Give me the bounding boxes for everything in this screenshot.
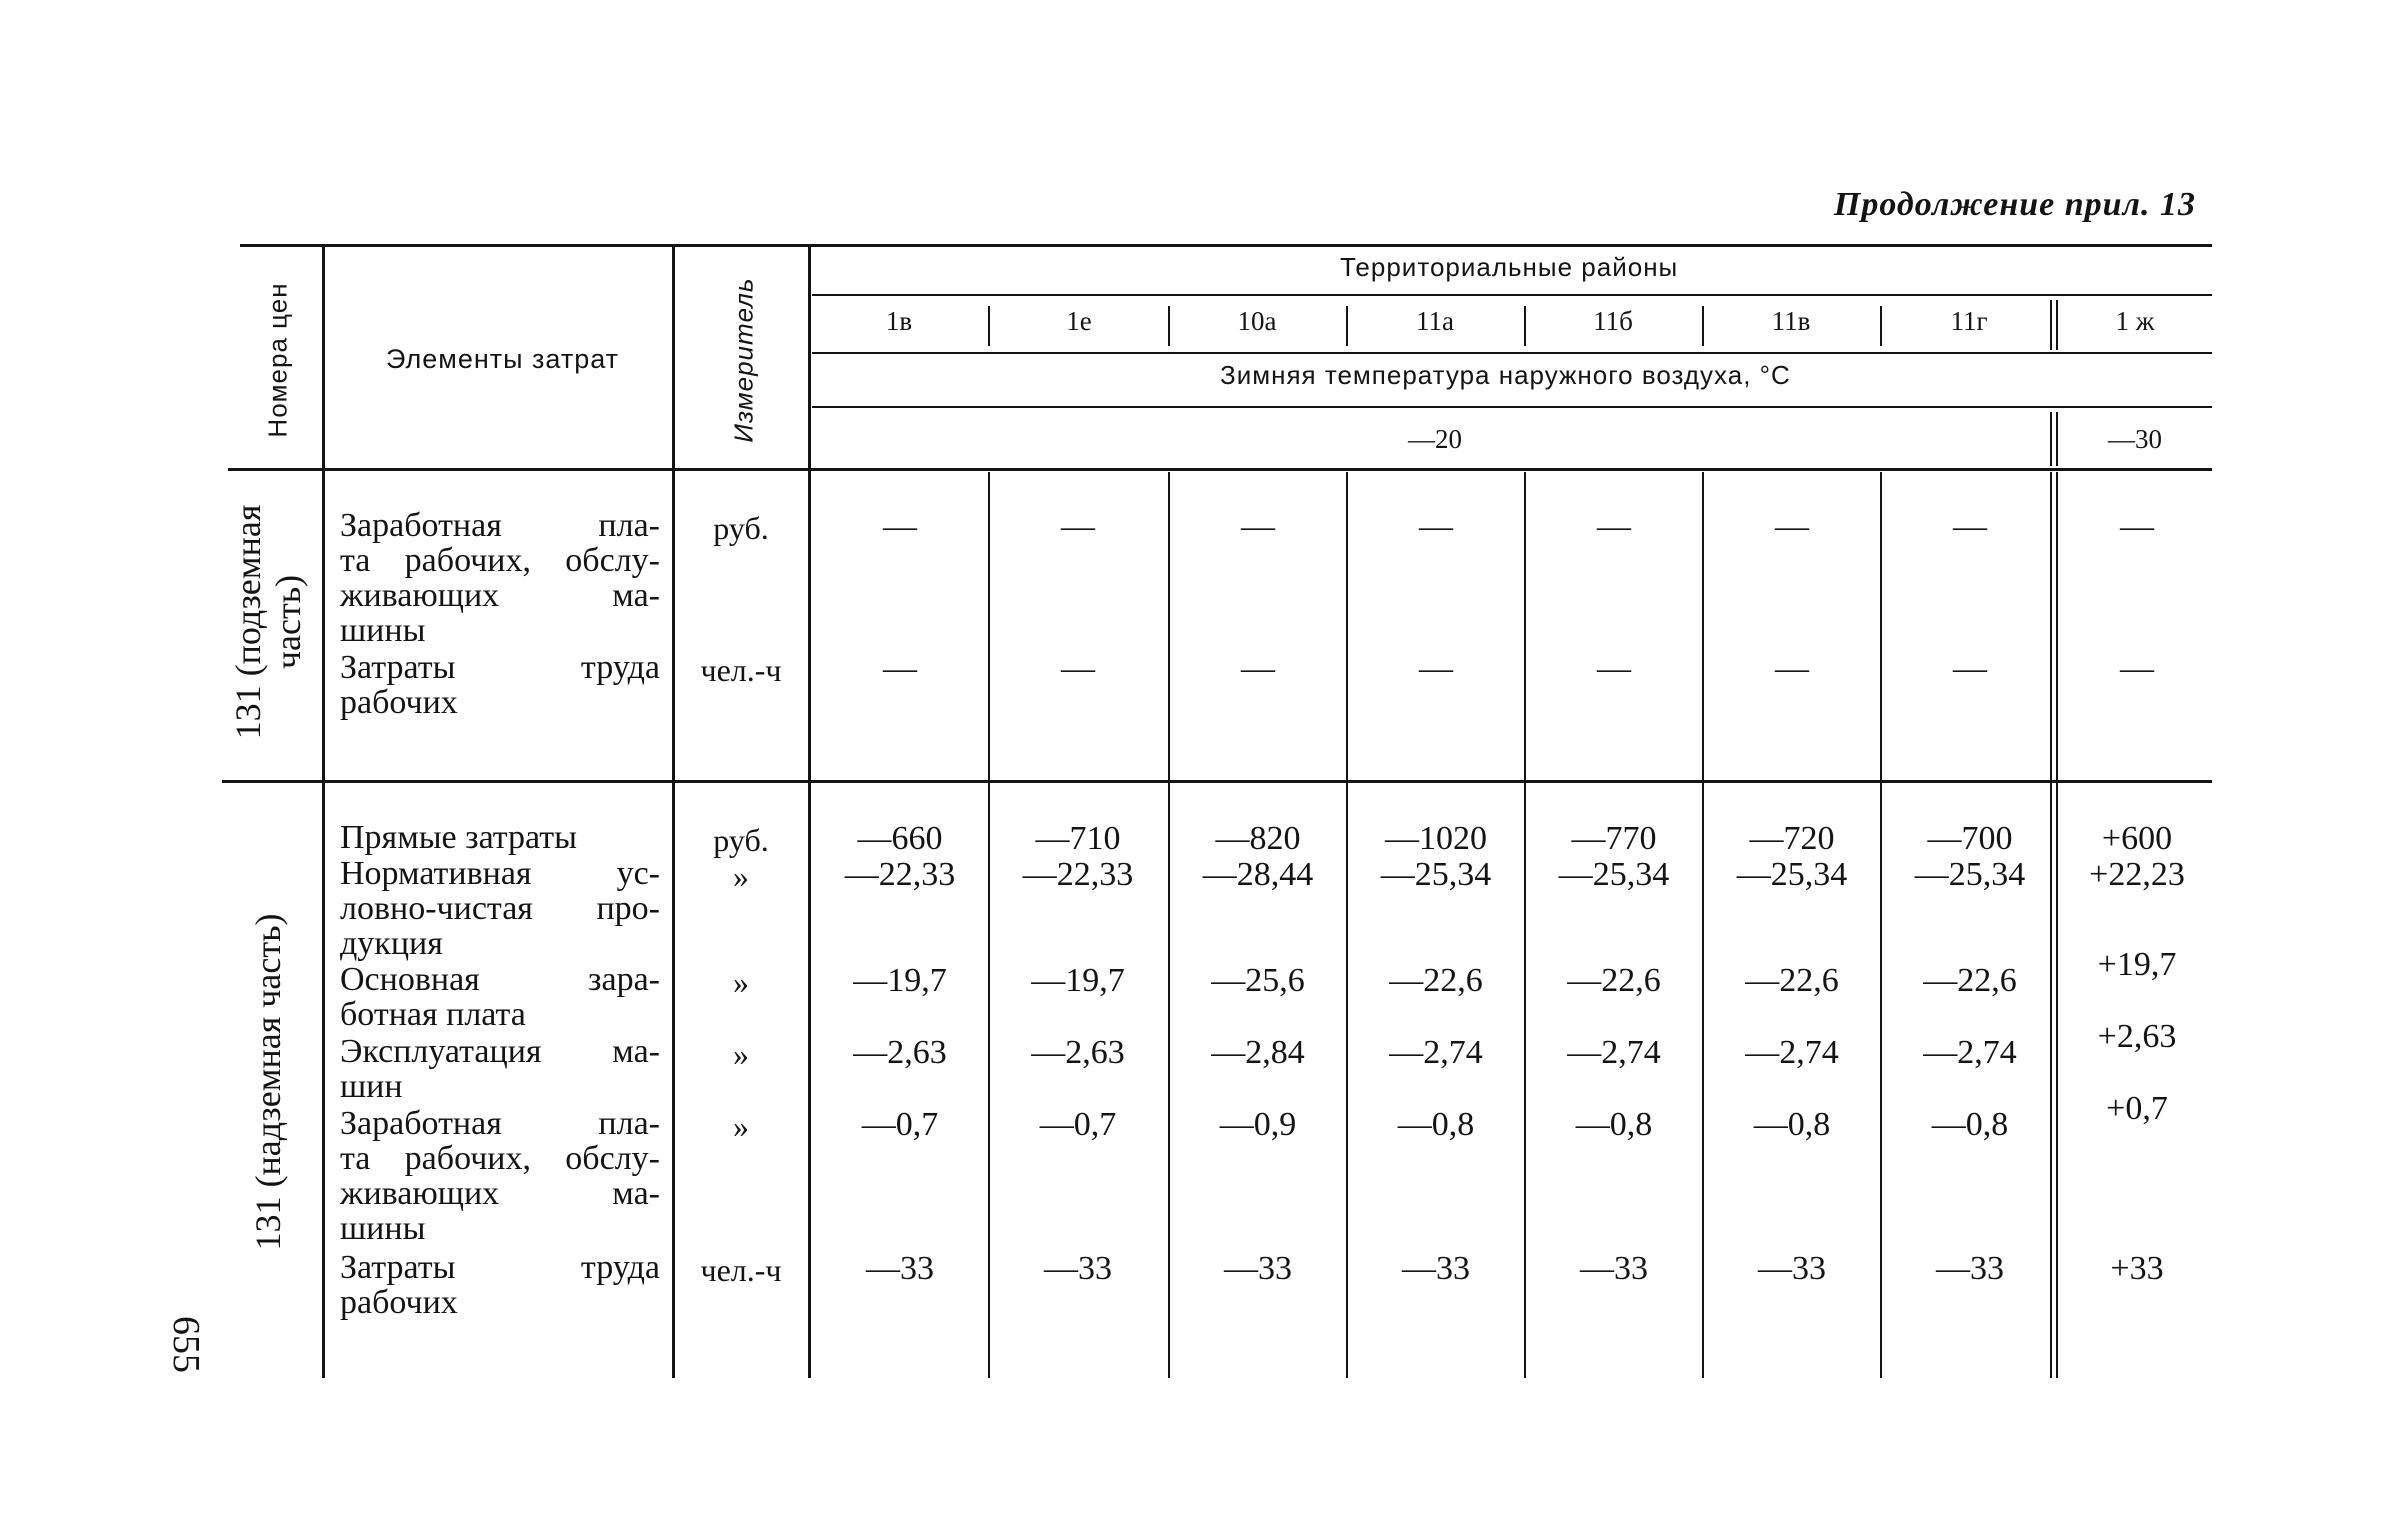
rule-v-after-elements [672, 244, 675, 1378]
unit-cell: » [733, 1108, 749, 1144]
value-cell: —33 [1936, 1250, 2004, 1287]
value-cell: —0,9 [1219, 1106, 1297, 1143]
value-cell: — [1775, 650, 1809, 687]
rule-v-b3 [1346, 472, 1348, 1378]
district-1v: 1в [885, 306, 913, 336]
rule-under-winter [812, 406, 2212, 408]
element-line: шины [340, 1210, 426, 1247]
element-line: шин [340, 1068, 403, 1105]
value-cell: —25,34 [1380, 856, 1492, 893]
element-line: шины [340, 612, 426, 649]
element-line: Затраты труда [340, 1249, 660, 1286]
value-cell: —19,7 [853, 962, 947, 999]
header-winter-temp: Зимняя температура наружного воздуха, °С [1220, 360, 1791, 390]
value-cell: —0,8 [1753, 1106, 1831, 1143]
value-cell: +600 [2101, 820, 2173, 857]
value-cell: —0,7 [1039, 1106, 1117, 1143]
section1-label-line1: 131 (подземная [228, 504, 268, 740]
rule-v-h2 [1168, 306, 1170, 346]
district-11b: 11б [1593, 306, 1633, 336]
element-line: Заработная пла- [340, 1105, 660, 1142]
value-cell: — [1061, 650, 1095, 687]
value-cell: —2,63 [853, 1034, 947, 1071]
value-cell: — [1775, 508, 1809, 545]
rule-v-b5 [1702, 472, 1704, 1378]
rule-v-h4 [1524, 306, 1526, 346]
element-line: та рабочих, обслу- [340, 1140, 660, 1177]
element-cell [340, 856, 660, 961]
value-cell: —19,7 [1031, 962, 1125, 999]
value-cell: — [883, 650, 917, 687]
rule-v-h1 [988, 306, 990, 346]
value-cell: —33 [1224, 1250, 1292, 1287]
value-cell: —2,74 [1745, 1034, 1839, 1071]
rule-under-territorial [812, 294, 2212, 296]
element-cell [340, 508, 660, 648]
district-11g: 11г [1950, 306, 1988, 336]
element-line: та рабочих, обслу- [340, 542, 660, 579]
rule-v-t7a [2050, 412, 2052, 466]
value-cell: — [2120, 508, 2154, 545]
element-line: рабочих [340, 684, 458, 721]
value-cell: — [1419, 650, 1453, 687]
rule-v-b6 [1880, 472, 1882, 1378]
value-cell: — [1597, 508, 1631, 545]
district-11v: 11в [1771, 306, 1811, 336]
value-cell: —2,74 [1923, 1034, 2017, 1071]
value-cell: —22,33 [844, 856, 956, 893]
caption: Продолжение прил. 13 [1833, 186, 2196, 223]
value-cell: —0,8 [1397, 1106, 1475, 1143]
value-cell: —710 [1035, 820, 1121, 857]
district-1e: 1е [1066, 306, 1092, 336]
rule-v-t7b [2056, 412, 2058, 466]
section1-label [228, 505, 308, 740]
temp-20: —20 [1408, 424, 1462, 454]
rule-v-b1 [988, 472, 990, 1378]
value-cell: —22,6 [1745, 962, 1839, 999]
rule-section-divider [222, 780, 2212, 783]
rule-v-after-number [322, 244, 325, 1378]
value-cell: — [1419, 508, 1453, 545]
value-cell: —0,7 [861, 1106, 939, 1143]
value-cell: —2,63 [1031, 1034, 1125, 1071]
element-line: рабочих [340, 1284, 458, 1321]
value-cell: — [1241, 650, 1275, 687]
value-cell: +2,63 [2097, 1018, 2177, 1055]
value-cell: —820 [1215, 820, 1301, 857]
value-cell: — [1597, 650, 1631, 687]
value-cell: —33 [1044, 1250, 1112, 1287]
value-cell: — [2120, 650, 2154, 687]
value-cell: —0,8 [1931, 1106, 2009, 1143]
section2-label: 131 (надземная часть) [248, 913, 288, 1251]
value-cell: —2,74 [1389, 1034, 1483, 1071]
value-cell: —22,33 [1022, 856, 1134, 893]
unit-cell: чел.-ч [700, 1252, 782, 1288]
value-cell: — [1953, 508, 1987, 545]
element-cell [340, 1250, 660, 1320]
value-cell: +0,7 [2106, 1090, 2168, 1127]
temp-30: —30 [2108, 424, 2162, 454]
value-cell: —33 [866, 1250, 934, 1287]
page-number: 655 [165, 1316, 207, 1373]
value-cell: —660 [857, 820, 943, 857]
rule-v-h6 [1880, 306, 1882, 346]
element-line: Затраты труда [340, 649, 660, 686]
rule-top [240, 244, 2212, 247]
value-cell: — [1953, 650, 1987, 687]
rule-under-districts [812, 352, 2212, 354]
value-cell: — [883, 508, 917, 545]
value-cell: — [1061, 508, 1095, 545]
value-cell: —25,34 [1914, 856, 2026, 893]
value-cell: —1020 [1385, 820, 1487, 857]
element-line: ботная плата [340, 996, 526, 1033]
value-cell: —700 [1927, 820, 2013, 857]
value-cell: —33 [1758, 1250, 1826, 1287]
unit-cell: » [733, 858, 749, 894]
element-line: живающих ма- [340, 1175, 660, 1212]
element-line: Эксплуатация ма- [340, 1033, 660, 1070]
rule-v-b4 [1524, 472, 1526, 1378]
district-1zh: 1 ж [2115, 306, 2155, 336]
unit-cell: руб. [713, 510, 769, 546]
element-cell [340, 962, 660, 1032]
element-line: Прямые затраты [340, 819, 577, 856]
district-10a: 10а [1237, 306, 1277, 336]
rule-v-h3 [1346, 306, 1348, 346]
value-cell: — [1241, 508, 1275, 545]
element-cell [340, 650, 660, 720]
unit-cell: » [733, 964, 749, 1000]
value-cell: —0,8 [1575, 1106, 1653, 1143]
value-cell: —22,6 [1389, 962, 1483, 999]
rule-v-h7b [2056, 300, 2058, 350]
value-cell: —22,6 [1923, 962, 2017, 999]
header-elements-col: Элементы затрат [386, 344, 620, 374]
unit-cell: руб. [713, 822, 769, 858]
value-cell: +33 [2110, 1250, 2164, 1287]
value-cell: —22,6 [1567, 962, 1661, 999]
value-cell: —33 [1402, 1250, 1470, 1287]
rule-v-h5 [1702, 306, 1704, 346]
element-line: дукция [340, 925, 443, 962]
value-cell: +22,23 [2089, 856, 2185, 893]
unit-cell: » [733, 1036, 749, 1072]
rule-v-b7a [2050, 472, 2052, 1378]
rule-v-after-unit [808, 244, 811, 1378]
element-line: Нормативная ус- [340, 855, 660, 892]
rule-header-bottom [228, 468, 2212, 471]
district-11a: 11а [1416, 306, 1454, 336]
header-territorial: Территориальные районы [1340, 252, 1679, 282]
element-line: Заработная пла- [340, 507, 660, 544]
header-unit-col: Измеритель [728, 277, 759, 443]
element-cell [340, 820, 660, 855]
value-cell: —770 [1571, 820, 1657, 857]
element-cell [340, 1106, 660, 1246]
value-cell: —25,6 [1211, 962, 1305, 999]
value-cell: —25,34 [1736, 856, 1848, 893]
value-cell: —2,84 [1211, 1034, 1305, 1071]
rule-v-b7b [2056, 472, 2058, 1378]
value-cell: —33 [1580, 1250, 1648, 1287]
section1-label-line2: часть) [268, 574, 308, 670]
value-cell: —28,44 [1202, 856, 1314, 893]
element-line: ловно-чистая про- [340, 890, 660, 927]
element-line: Основная зара- [340, 961, 660, 998]
element-line: живающих ма- [340, 577, 660, 614]
unit-cell: чел.-ч [700, 652, 782, 688]
value-cell: —25,34 [1558, 856, 1670, 893]
value-cell: —2,74 [1567, 1034, 1661, 1071]
value-cell: +19,7 [2097, 946, 2177, 983]
rule-v-b2 [1168, 472, 1170, 1378]
element-cell [340, 1034, 660, 1104]
rule-v-h7a [2050, 300, 2052, 350]
value-cell: —720 [1749, 820, 1835, 857]
header-number-col: Номера цен [262, 282, 293, 438]
